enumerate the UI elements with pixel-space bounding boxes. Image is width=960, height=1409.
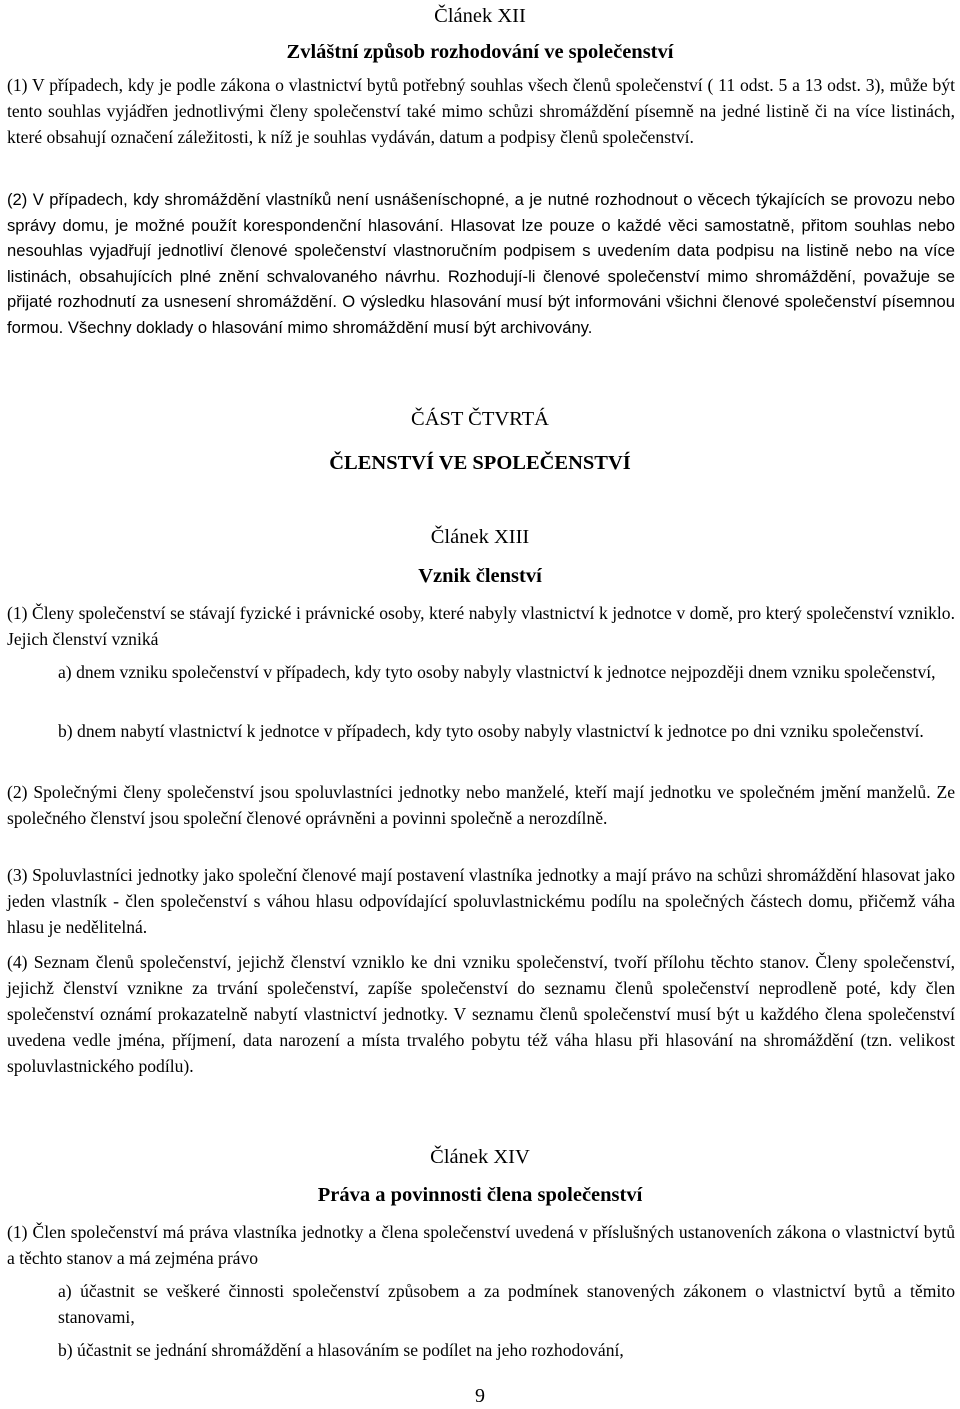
article-xiii-paragraph-3: (3) Spoluvlastníci jednotky jako společní členové mají postavení vlastníka jednotky a mají právo na schůzi shromáždění hlasovat jako jeden vlastník - člen společenství s váhou hlasu odpovídající spoluvlastnickému podílu na společných částech domu, přičemž váha hlasu je nedělitelná. [7,865,955,937]
article-xiii-paragraph-1: (1) Členy společenství se stávají fyzické i právnické osoby, které nabyly vlastnictví k jednotce v domě, pro který společenství vzniklo. Jejich členství vzniká [7,603,955,649]
article-xiii-paragraph-4: (4) Seznam členů společenství, jejichž členství vzniklo ke dni vzniku společenství, tvoří přílohu těchto stanov. Členy společenství, jejichž členství vznikne za trvání společenství, zapíše společenství do seznamu členů společenství neprodleně poté, kdy člen společenství oznámí prokazatelně nabytí vlastnictví jednotky. V seznamu členů společenství musí být u každého člena společenství uvedena vedle jména, příjmení, data narození a místa trvalého pobytu též váha hlasu při hlasování na shromáždění (tzn. velikost spoluvlastnického podílu). [7,952,955,1076]
article-xiii-item-b: b) dnem nabytí vlastnictví k jednotce v případech, kdy tyto osoby nabyly vlastnictví k jednotce po dni vzniku společenství. [58,721,924,741]
article-xiii-subtitle: Vznik členství [418,565,542,587]
article-xiv-item-a: a) účastnit se veškeré činnosti společenství způsobem a za podmínek stanovených zákonem o vlastnictví bytů a těmito stanovami, [58,1281,955,1327]
article-xiii-title: Článek XIII [430,526,530,548]
article-xiii-paragraph-2: (2) Společnými členy společenství jsou spoluvlastníci jednotky nebo manželé, kteří mají jednotku ve společném jmění manželů. Ze společného členství jsou společní členové oprávněni a povinni společně a nerozdílně. [7,782,955,828]
article-xiii-item-a: a) dnem vzniku společenství v případech, kdy tyto osoby nabyly vlastnictví k jednotce nejpozději dnem vzniku společenství, [58,662,936,682]
article-xiv-paragraph-1: (1) Člen společenství má práva vlastníka jednotky a člena společenství uvedená v příslušných ustanoveních zákona o vlastnictví bytů a těchto stanov a má zejména právo [7,1222,955,1268]
article-xiv-subtitle: Práva a povinnosti člena společenství [317,1184,643,1206]
article-xii-subtitle: Zvláštní způsob rozhodování ve společenství [286,41,674,63]
article-xii-paragraph-1: (1) V případech, kdy je podle zákona o vlastnictví bytů potřebný souhlas všech členů společenství ( 11 odst. 5 a 13 odst. 3), může být tento souhlas vyjádřen jednotlivými členy společenství také mimo schůzi shromáždění písemně na jedné listině či na více listinách, které obsahují označení záležitosti, k níž je souhlas vydáván, datum a podpisy členů společenství. [7,75,955,147]
article-xiv-title: Článek XIV [430,1146,530,1168]
article-xii-paragraph-2: (2) V případech, kdy shromáždění vlastníků není usnášeníschopné, a je nutné rozhodnout o věcech týkajících se provozu nebo správy domu, je možné použít korespondenční hlasování. Hlasovat lze pouze o každé věci samostatně, přitom souhlas nebo nesouhlas vyjadřují jednotliví členové společenství vlastnoručním podpisem s uvedením data podpisu na listině nebo na více listinách, obsahujících plné znění schvalovaného návrhu. Rozhodují-li členové společenství mimo shromáždění, považuje se přijaté rozhodnutí za usnesení shromáždění. O výsledku hlasování musí být informováni všichni členové společenství písemnou formou. Všechny doklady o hlasování mimo shromáždění musí být archivovány. [7,190,955,337]
page-number: 9 [475,1385,485,1407]
part-four-subtitle: ČLENSTVÍ VE SPOLEČENSTVÍ [329,452,631,474]
article-xii-title: Článek XII [434,5,526,27]
article-xiv-item-b: b) účastnit se jednání shromáždění a hlasováním se podílet na jeho rozhodování, [58,1340,624,1360]
part-four-title: ČÁST ČTVRTÁ [411,408,549,430]
